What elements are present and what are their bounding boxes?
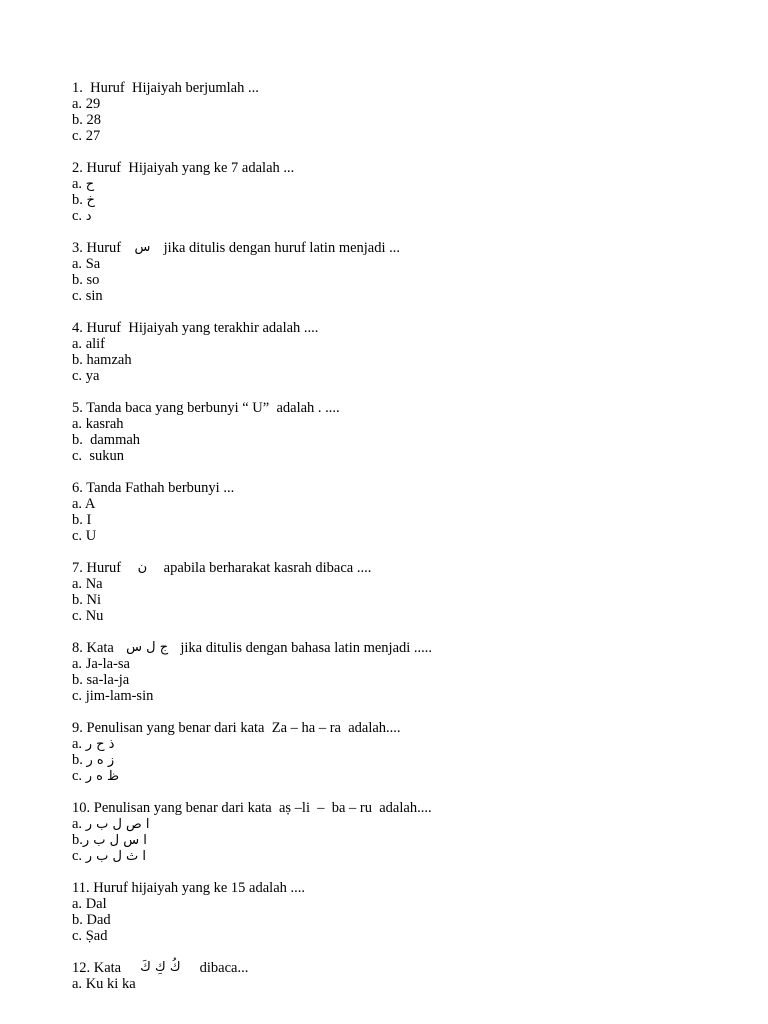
option-b: b. hamzah (72, 352, 132, 368)
option-b: b. Dad (72, 912, 111, 928)
option-c: c. Nu (72, 608, 104, 624)
option-b: b. I (72, 512, 92, 528)
option-b: b. 28 (72, 112, 101, 128)
question-4 (72, 320, 712, 384)
option-c: c. U (72, 528, 97, 544)
option-a: a. Ja-la-sa (72, 656, 130, 672)
option-a: a. ذ ح ر (72, 736, 115, 752)
question-1 (72, 80, 712, 144)
option-a: a. Sa (72, 256, 101, 272)
option-b: b. dammah (72, 432, 141, 448)
option-b: b. Ni (72, 592, 101, 608)
question-text: 8. Kata ج ل س jika ditulis dengan bahasa latin menjadi ..... (72, 640, 433, 656)
question-text: 2. Huruf Hijaiyah yang ke 7 adalah ... (72, 160, 295, 176)
option-c: c. ا ث ل ب ر (72, 848, 147, 864)
option-c: c. ظ ه ر (72, 768, 120, 784)
question-text: 1. Huruf Hijaiyah berjumlah ... (72, 80, 259, 96)
question-10 (72, 800, 712, 864)
option-a: a. Dal (72, 896, 107, 912)
option-b: b. sa-la-ja (72, 672, 130, 688)
option-b: b. ز ه ر (72, 752, 115, 768)
option-c: c. Ṣad (72, 928, 108, 944)
option-a: a. ح (72, 176, 95, 192)
question-text: 4. Huruf Hijaiyah yang terakhir adalah .... (72, 320, 319, 336)
question-text: 5. Tanda baca yang berbunyi “ U” adalah . .... (72, 400, 340, 416)
option-c: c. ya (72, 368, 100, 384)
arabic-word: كُ كِ كَ (140, 960, 181, 975)
option-a: a. ا ص ل ب ر (72, 816, 150, 832)
option-c: c. sukun (72, 448, 124, 464)
option-a: a. A (72, 496, 96, 512)
question-12 (72, 960, 712, 992)
question-text: 3. Huruf س jika ditulis dengan huruf latin menjadi ... (72, 240, 401, 256)
question-text: 9. Penulisan yang benar dari kata Za – ha – ra adalah.... (72, 720, 401, 736)
option-a: a. kasrah (72, 416, 124, 432)
question-text: 6. Tanda Fathah berbunyi ... (72, 480, 235, 496)
question-7 (72, 560, 712, 624)
question-11 (72, 880, 712, 944)
question-3 (72, 240, 712, 304)
question-8 (72, 640, 712, 704)
arabic-glyph: س (134, 240, 151, 255)
option-a: a. Ku ki ka (72, 976, 136, 992)
question-text: 11. Huruf hijaiyah yang ke 15 adalah .... (72, 880, 306, 896)
question-9 (72, 720, 712, 784)
option-c: c. د (72, 208, 92, 224)
option-c: c. 27 (72, 128, 101, 144)
question-2 (72, 160, 712, 224)
question-text: 12. Kata كُ كِ كَ dibaca... (72, 960, 249, 976)
option-a: a. alif (72, 336, 106, 352)
question-text: 10. Penulisan yang benar dari kata aṣ –li – ba – ru adalah.... (72, 800, 432, 816)
option-b: b.ا س ل ب ر (72, 832, 147, 848)
option-a: a. Na (72, 576, 103, 592)
question-5 (72, 400, 712, 464)
option-c: c. jim-lam-sin (72, 688, 154, 704)
arabic-glyph: ن (137, 560, 148, 575)
question-6 (72, 480, 712, 544)
option-c: c. sin (72, 288, 103, 304)
quiz-page (72, 80, 712, 1008)
option-b: b. so (72, 272, 100, 288)
arabic-word: ج ل س (126, 640, 169, 655)
option-a: a. 29 (72, 96, 101, 112)
question-text: 7. Huruf ن apabila berharakat kasrah dibaca .... (72, 560, 372, 576)
option-b: b. خ (72, 192, 95, 208)
